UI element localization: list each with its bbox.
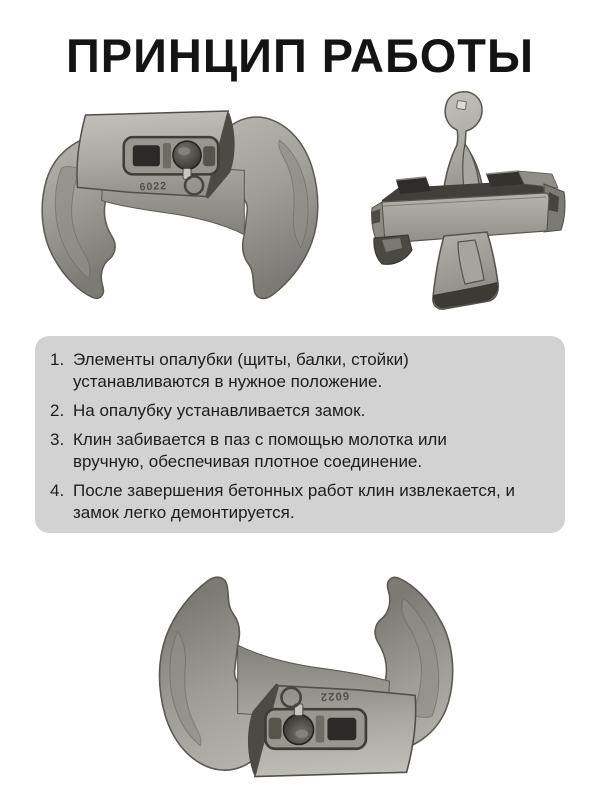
steps-panel <box>35 336 565 533</box>
step-item-3 <box>50 429 541 473</box>
photo-clamp-side <box>35 106 327 307</box>
wedge-hole <box>456 100 466 109</box>
step-item-2 <box>50 400 541 422</box>
step-text: На опалубку устанавливается замок. <box>73 401 366 420</box>
page-title: ПРИНЦИП РАБОТЫ <box>65 29 535 82</box>
clamp-side-illustration <box>35 106 327 307</box>
step-number: 2. <box>50 401 65 420</box>
step-item-1 <box>50 349 541 393</box>
step-text: Элементы опалубки (щиты, балки, стойки) устанавливаются в нужное положение. <box>73 350 409 391</box>
step-item-4 <box>50 480 541 524</box>
clamp-end-illustration <box>368 88 568 320</box>
step-number: 3. <box>50 430 65 449</box>
photo-clamp-side-flipped <box>150 568 460 782</box>
step-number: 4. <box>50 481 65 500</box>
step-text: Клин забивается в паз с помощью молотка или вручную, обеспечивая плотное соединение. <box>73 430 447 471</box>
photo-clamp-end <box>368 88 568 320</box>
clamp-side-flipped-illustration <box>150 568 460 782</box>
step-text: После завершения бетонных работ клин извлекается, и замок легко демонтируется. <box>73 481 515 522</box>
step-number: 1. <box>50 350 65 369</box>
